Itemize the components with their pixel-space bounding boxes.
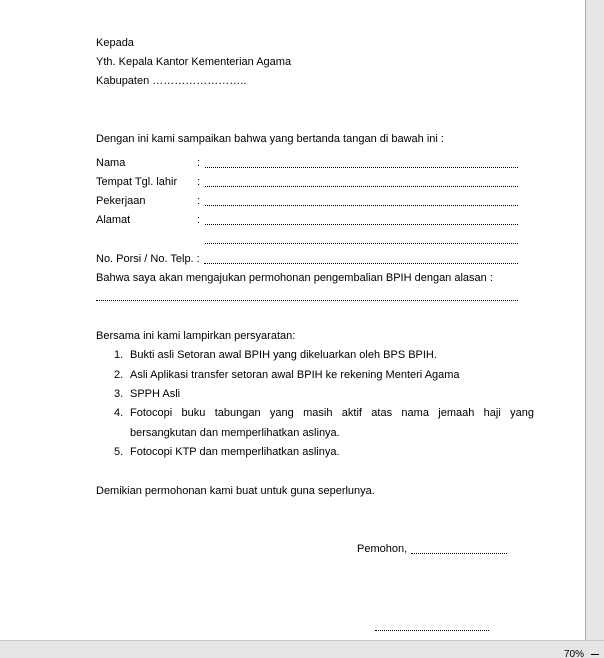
fill-line (205, 224, 518, 225)
list-item (96, 369, 534, 383)
intro-paragraph: Dengan ini kami sampaikan bahwa yang bertanda tangan di bawah ini : (96, 133, 444, 145)
field-colon: : (197, 176, 201, 188)
fill-line (205, 243, 518, 244)
field-row-porsi (96, 253, 534, 267)
list-item-text: Fotocopi buku tabungan yang masih aktif atas nama jemaah haji yang (130, 407, 534, 419)
status-bar (0, 640, 604, 658)
fill-line (205, 167, 518, 168)
field-row-nama (96, 157, 534, 171)
field-colon: : (197, 157, 201, 169)
fill-line (205, 205, 518, 206)
field-label-nama: Nama (96, 157, 126, 169)
list-item-text: SPPH Asli (130, 388, 181, 400)
field-label-alamat: Alamat (96, 214, 131, 226)
list-item-number: 2. (114, 369, 124, 381)
fill-line (205, 186, 518, 187)
signature-fill-line (375, 630, 489, 631)
applicant-label: Pemohon, (357, 543, 408, 555)
list-item-number: 4. (114, 407, 124, 419)
field-label-porsi: No. Porsi / No. Telp. : (96, 253, 200, 265)
recipient-label: Kepada (96, 37, 134, 49)
field-label-pekerjaan: Pekerjaan (96, 195, 146, 207)
reason-fill-line (96, 300, 518, 301)
attachment-intro: Bersama ini kami lampirkan persyaratan: (96, 330, 296, 342)
field-colon: : (197, 214, 201, 226)
field-row-alamat (96, 214, 534, 248)
zoom-out-icon[interactable] (591, 654, 599, 655)
field-row-ttl (96, 176, 534, 190)
list-item-number: 3. (114, 388, 124, 400)
list-item-text: Fotocopi KTP dan memperlihatkan aslinya. (130, 446, 340, 458)
reason-text: Bahwa saya akan mengajukan permohonan pengembalian BPIH dengan alasan : (96, 272, 493, 284)
zoom-level[interactable]: 70% (563, 649, 584, 658)
field-label-ttl: Tempat Tgl. lahir (96, 176, 178, 188)
list-item-text: Bukti asli Setoran awal BPIH yang dikeluarkan oleh BPS BPIH. (130, 349, 437, 361)
list-item (96, 349, 534, 363)
applicant-fill-line (411, 553, 507, 554)
list-item (96, 446, 534, 460)
closing-paragraph: Demikian permohonan kami buat untuk guna seperlunya. (96, 485, 375, 497)
recipient-regency: Kabupaten …………………….. (96, 75, 247, 87)
field-row-pekerjaan (96, 195, 534, 209)
field-colon: : (197, 195, 201, 207)
list-item-text: Asli Aplikasi transfer setoran awal BPIH ke rekening Menteri Agama (130, 369, 460, 381)
recipient-title: Yth. Kepala Kantor Kementerian Agama (96, 56, 292, 68)
applicant-line (357, 543, 527, 557)
list-item-number: 5. (114, 446, 124, 458)
list-item-text-continued: bersangkutan dan memperlihatkan aslinya. (130, 427, 340, 439)
list-item (96, 407, 534, 441)
list-item (96, 388, 534, 402)
list-item-number: 1. (114, 349, 124, 361)
fill-line (204, 263, 518, 264)
